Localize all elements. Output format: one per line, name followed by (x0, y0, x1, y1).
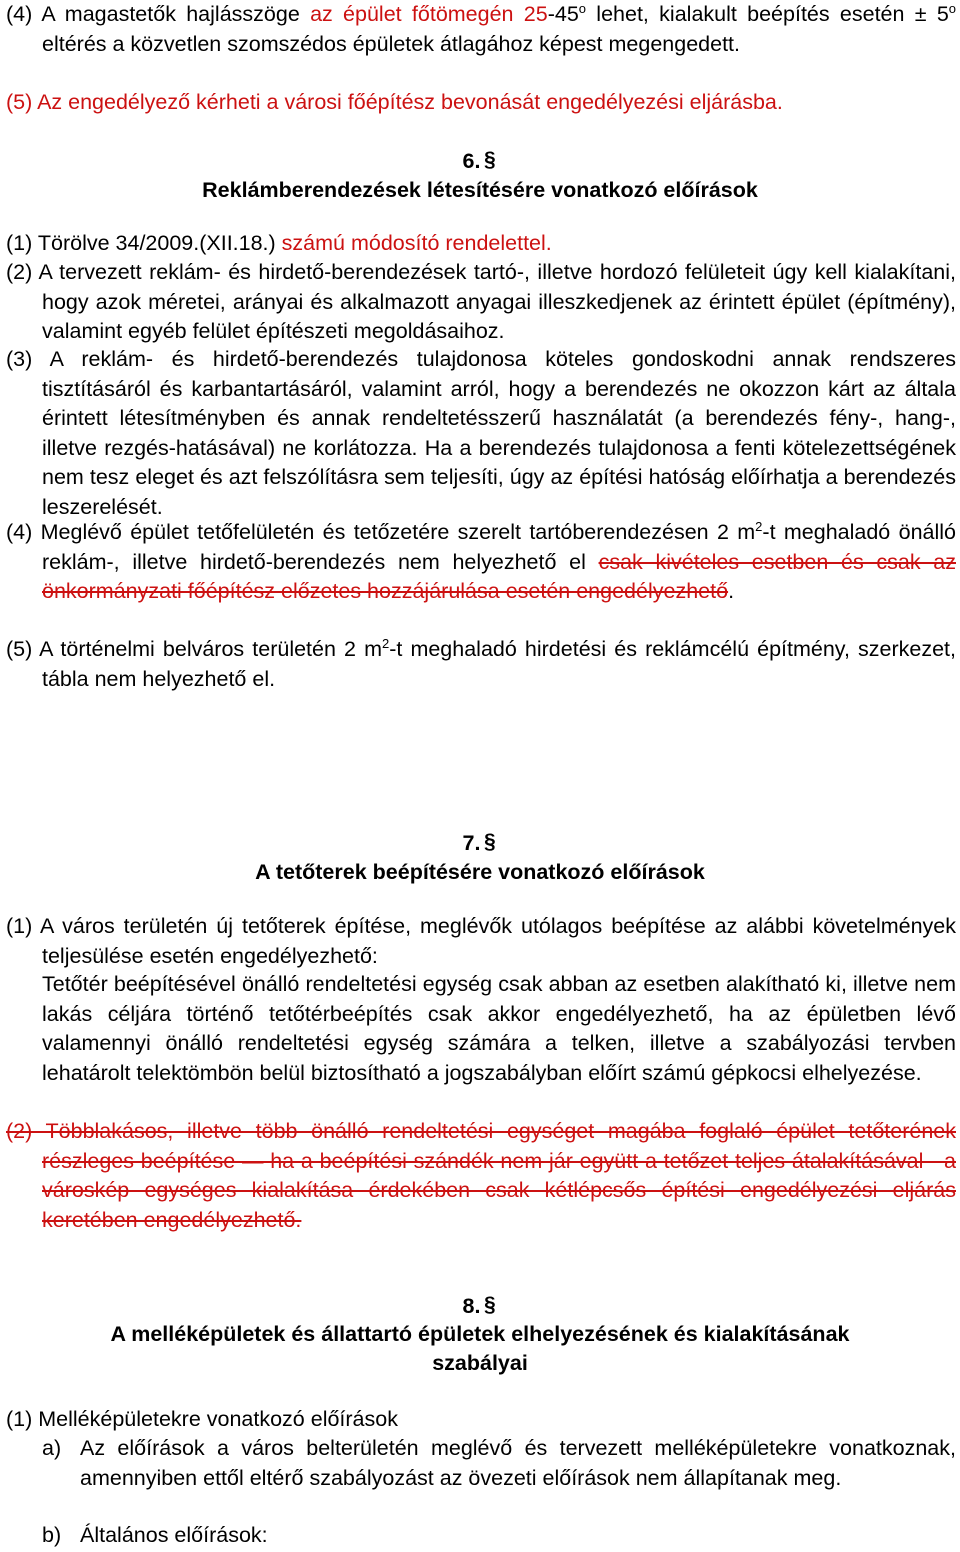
s6-heading-title: Reklámberendezések létesítésére vonatkozó előírások (202, 178, 758, 202)
svg-text:§: § (484, 1293, 497, 1316)
s7-heading-title: A tetőterek beépítésére vonatkozó előírások (255, 860, 705, 884)
s8-heading-title-line2: szabályai (432, 1351, 528, 1375)
s6-paragraph-3: (3) A reklám- és hirdető-berendezés tulajdonosa köteles gondoskodni annak rendszeres tisztításáról és karbantartásáról, valamint arról, hogy a berendezés ne okozzon kárt az általa érintett létesítményben és annak rendeltetésszerű használatát (a berendezés fény-, hang-, illetve rezgés-hatásával) ne korlátozza. Ha a berendezés tulajdonosa a fenti kötelezettségének nem tesz eleget és azt felszólításra sem teljesíti, úgy az építési hatóság előírhatja a berendezés leszerelését. (6, 347, 956, 519)
amended-text: számú módosító rendelettel. (281, 231, 552, 255)
item-a-label: a) (42, 1436, 62, 1460)
s7-paragraph-2-repealed: (2) Többlakásos, illetve több önálló rendeltetési egységet magába foglaló épület tetőterének részleges beépítése — ha a beépítési szándék nem jár együtt a tetőzet teljes átalakításával - a városkép egységes kialakítása érdekében csak kétlépcsős építési engedélyezési eljárás keretében engedélyezhető. (6, 1119, 956, 1232)
s6-paragraph-1: (1) Törölve 34/2009.(XII.18.) számú módosító rendelettel. (6, 231, 552, 255)
svg-text:§: § (484, 830, 497, 853)
section-sign-icon (483, 147, 497, 171)
item-b-label: b) (42, 1523, 62, 1547)
s6-paragraph-4: (4) Meglévő épület tetőfelületén és tetőzetére szerelt tartóberendezésen 2 $m^2-t$ meghaladó önálló reklám-, illetve hirdető-berendezés nem helyezhető el csak kivételes esetben és csak az önkormányzati főépítész előzetes hozzájárulása esetén engedélyezhető. (6, 518, 956, 603)
s6-paragraph-2: (2) A tervezett reklám- és hirdető-berendezések tartó-, illetve hordozó felületeit úgy kell kialakítani, hogy azok méretei, arányai és alkalmazott anyagai illeszkedjenek az érintett épület (építmény), valamint egyéb felület építészeti megoldásaihoz. (6, 260, 956, 343)
s5-paragraph-5: (5) Az engedélyező kérheti a városi főépítész bevonását engedélyezési eljárásba. (6, 90, 783, 114)
s8-paragraph-1: (1) Melléképületekre vonatkozó előírások (6, 1407, 398, 1431)
s8-heading-title-line1: A melléképületek és állattartó épületek elhelyezésének és kialakításának (110, 1322, 850, 1346)
s8-item-b: b) Általános előírások: (42, 1521, 956, 1551)
s7-paragraph-1-body: Tetőtér beépítésével önálló rendeltetési egység csak abban az esetben alakítható ki, illetve nem lakás céljára történő tetőtérbeépítés csak akkor engedélyezhető, ha az épületben lévő valamennyi önálló rendeltetési egység számára a telken, illetve a szabályozási tervben lehatárolt telektömbön belül biztosítható a jogszabályban előírt számú gépkocsi elhelyezése. (42, 972, 956, 1085)
s7-paragraph-1: (1) A város területén új tetőterek építése, meglévők utólagos beépítése az alábbi követelmények teljesülése esetén engedélyezhető: (6, 914, 956, 968)
amended-text: az épület főtömegén 25 (310, 2, 548, 26)
s8-heading-number: 8. § (462, 1293, 497, 1318)
svg-text:§: § (484, 148, 497, 171)
section-sign-icon (483, 1292, 497, 1316)
section-sign-icon (483, 829, 497, 853)
repealed-text: csak kivételes esetben és csak az önkormányzati főépítész előzetes hozzájárulása esetén engedélyezhető (42, 549, 956, 603)
s6-heading-number: 6. § (462, 148, 497, 173)
s7-heading-number: 7. § (462, 830, 497, 855)
s8-item-a: a) Az előírások a város belterületén meglévő és tervezett melléképületekre vonatkoznak, amennyiben ettől eltérő szabályozást az övezeti előírások nem állapítanak meg. (42, 1436, 956, 1490)
s6-paragraph-5: (5) A történelmi belváros területén 2 $m^2-t$ meghaladó hirdetési és reklámcélú építmény, szerkezet, tábla nem helyezhető el. (6, 635, 956, 691)
s5-paragraph-4: (4) A magastetők hajlásszöge az épület főtömegén 25-45$^o$ lehet, kialakult beépítés esetén ± $5^o$ eltérés a közvetlen szomszédos épületek átlagához képest megengedett. (6, 0, 957, 56)
